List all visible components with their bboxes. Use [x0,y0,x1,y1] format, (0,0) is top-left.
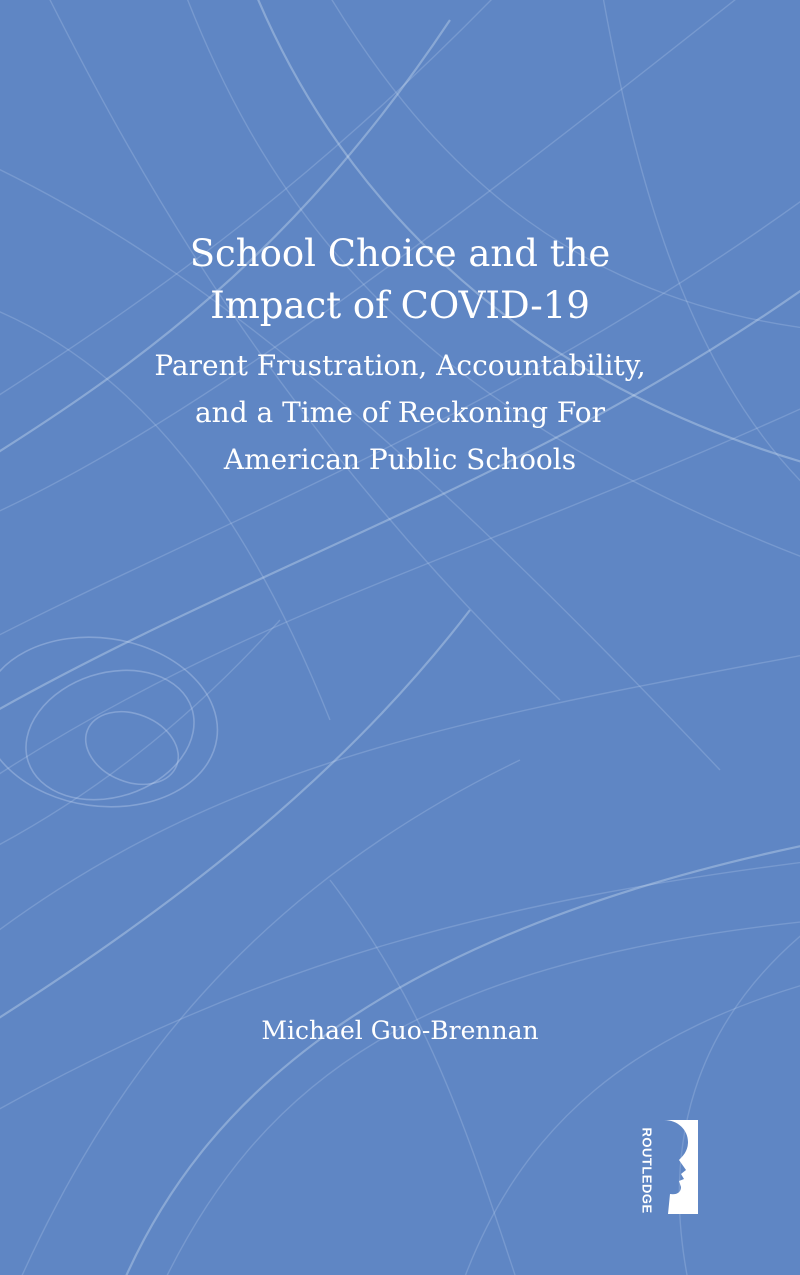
book-subtitle-line: Parent Frustration, Accountability, [154,349,646,382]
book-title-line: School Choice and the [189,232,611,275]
title-block [40,228,760,483]
book-subtitle-line: and a Time of Reckoning For [194,396,606,429]
book-subtitle-line: American Public Schools [223,443,577,476]
book-title-line: Impact of COVID-19 [210,284,590,327]
book-subtitle [40,342,760,483]
author-name: Michael Guo-Brennan [261,1016,539,1045]
book-title [40,228,760,332]
publisher-name: ROUTLEDGE [639,1127,655,1214]
